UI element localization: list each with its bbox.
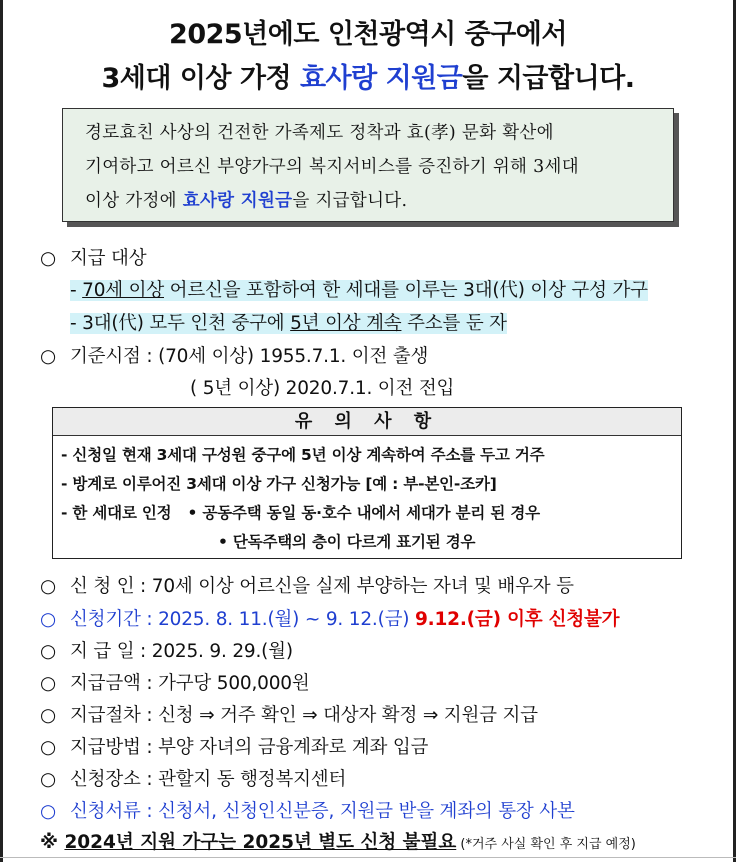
reference-mark: ※ <box>40 832 65 853</box>
bullet-circle: ○ <box>40 248 56 269</box>
intro-line: 경로효친 사상의 건전한 가족제도 정착과 효(孝) 문화 확산에 <box>85 123 554 143</box>
page-title-line2 <box>0 56 736 95</box>
intro-text-end: 을 지급합니다. <box>292 191 408 211</box>
underlined-age: 70세 이상 <box>82 280 164 301</box>
underlined-duration: 5년 이상 계속 <box>290 313 402 334</box>
bullet-circle: ○ <box>40 705 56 726</box>
bullet-circle: ○ <box>40 801 56 822</box>
deadline-warning: 9.12.(금) 이후 신청불가 <box>414 609 620 630</box>
detail-row <box>40 605 619 631</box>
target-item-1 <box>70 276 648 302</box>
title-text-end: 을 지급합니다. <box>462 63 635 94</box>
intro-line: 기여하고 어르신 부양가구의 복지서비스를 증진하기 위해 3세대 <box>85 157 579 177</box>
detail-row <box>40 733 428 759</box>
detail-text: 신청기간 : 2025. 8. 11.(월) ~ 9. 12.(금) <box>70 609 415 630</box>
detail-row <box>40 765 346 791</box>
caution-title: 유 의 사 항 <box>53 408 681 436</box>
detail-text: 신청장소 : 관할지 동 행정복지센터 <box>70 769 347 790</box>
target-item-1-text: 어르신을 포함하여 한 세대를 이루는 3대(代) 이상 구성 가구 <box>164 280 648 301</box>
target-heading <box>40 244 146 270</box>
caution-bullet-item: • 단독주택의 층이 다르게 표기된 경우 <box>218 533 476 551</box>
footnote-main: 2024년 지원 가구는 2025년 별도 신청 불필요 <box>64 832 457 853</box>
detail-text: 지 급 일 : 2025. 9. 29.(월) <box>70 641 293 662</box>
footnote-sub: (*거주 사실 확인 후 지급 예정) <box>456 837 636 852</box>
detail-row <box>40 701 538 727</box>
detail-row <box>40 669 310 695</box>
detail-row <box>40 637 293 663</box>
basis-line-2: ( 5년 이상) 2020.7.1. 이전 전입 <box>190 378 455 399</box>
intro-highlight: 효사랑 지원금 <box>182 191 293 211</box>
title-text: 3세대 이상 가정 <box>101 63 300 94</box>
bullet-circle: ○ <box>40 576 56 597</box>
bullet-circle: ○ <box>40 346 56 367</box>
detail-text: 지급절차 : 신청 ⇒ 거주 확인 ⇒ 대상자 확정 ⇒ 지원금 지급 <box>70 705 538 726</box>
detail-text: 신청서류 : 신청서, 신청인신분증, 지원금 받을 계좌의 통장 사본 <box>70 801 575 822</box>
bottom-divider <box>0 857 736 858</box>
basis-text: 기준시점 : (70세 이상) 1955.7.1. 이전 출생 <box>70 346 429 367</box>
footnote <box>40 828 636 854</box>
detail-text: 지급금액 : 가구당 500,000원 <box>70 673 310 694</box>
bullet-circle: ○ <box>40 737 56 758</box>
bullet-circle: ○ <box>40 769 56 790</box>
page-title-line1: 2025년에도 인천광역시 중구에서 <box>169 19 567 50</box>
detail-row <box>40 797 575 823</box>
caution-box <box>52 407 682 559</box>
caution-line <box>61 501 540 523</box>
detail-text: 지급방법 : 부양 자녀의 금융계좌로 계좌 입금 <box>70 737 429 758</box>
target-item-2-end: 주소를 둔 자 <box>401 313 507 334</box>
bullet-circle: ○ <box>40 609 56 630</box>
title-highlight: 효사랑 지원금 <box>299 63 463 94</box>
detail-row <box>40 572 574 598</box>
target-item-2 <box>70 309 507 335</box>
intro-box <box>62 108 674 222</box>
caution-line: - 방계로 이루어진 3세대 이상 가구 신청가능 [예 : 부-본인-조카] <box>61 475 497 493</box>
caution-label: - 한 세대로 인정 <box>61 504 172 522</box>
target-item-2-text: - 3대(代) 모두 인천 중구에 <box>70 313 291 334</box>
bullet-circle: ○ <box>40 641 56 662</box>
dash: - <box>70 280 83 301</box>
caution-bullet-item: • 공동주택 동일 동·호수 내에서 세대가 분리 된 경우 <box>187 504 540 522</box>
target-label: 지급 대상 <box>70 248 147 269</box>
detail-text: 신 청 인 : 70세 이상 어르신을 실제 부양하는 자녀 및 배우자 등 <box>70 576 574 597</box>
caution-line: - 신청일 현재 3세대 구성원 중구에 5년 이상 계속하여 주소를 두고 거주 <box>61 446 545 464</box>
target-item-1-highlight <box>70 280 648 301</box>
intro-text: 이상 가정에 <box>85 191 183 211</box>
bullet-circle: ○ <box>40 673 56 694</box>
intro-line <box>85 184 655 218</box>
target-item-2-highlight <box>70 313 507 334</box>
basis-line-1 <box>40 342 428 368</box>
left-border <box>0 0 3 862</box>
